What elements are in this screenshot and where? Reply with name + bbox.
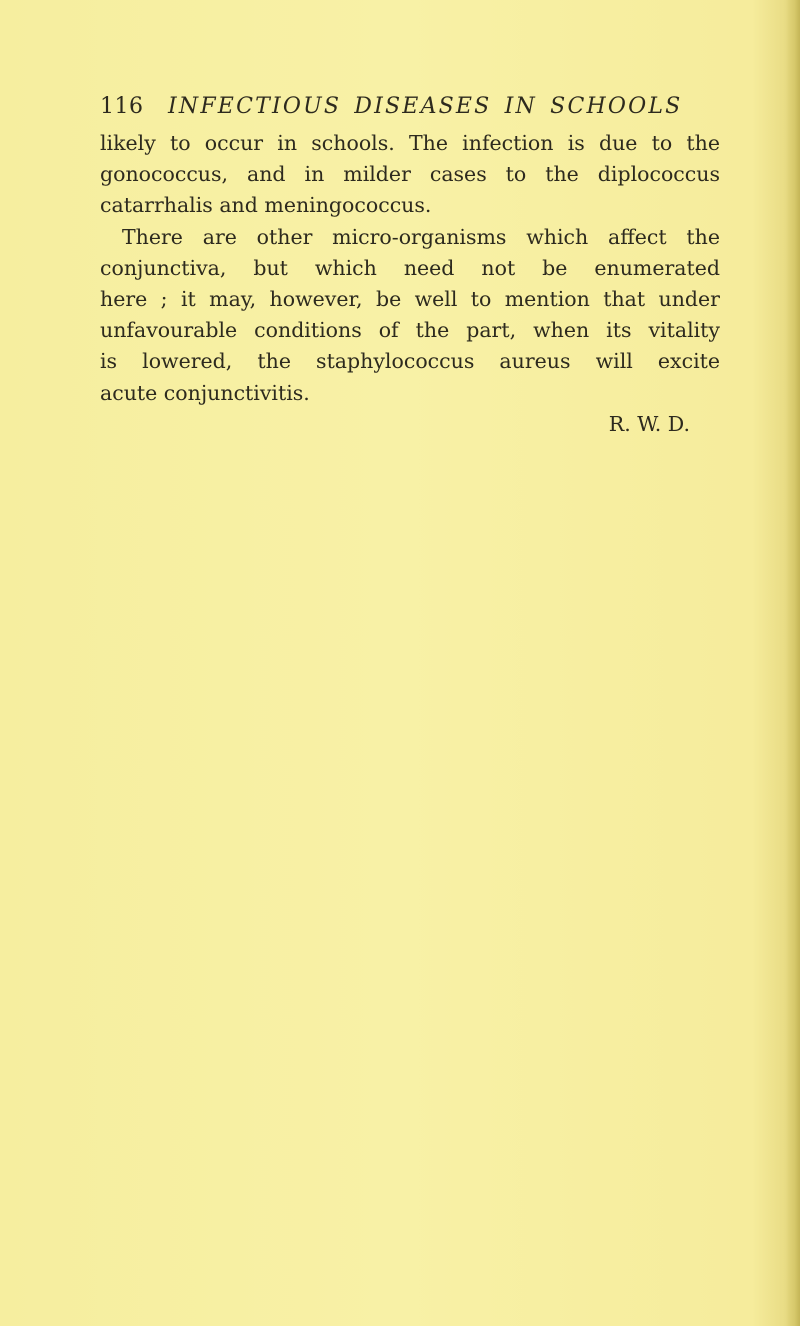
text-line: acute conjunctivitis. bbox=[100, 380, 310, 405]
author-signature: R. W. D. bbox=[608, 411, 690, 436]
page-number: 116 bbox=[100, 94, 144, 119]
text-line: There are other micro-organisms which affect the bbox=[122, 224, 720, 249]
page-edge-shadow bbox=[786, 0, 800, 1326]
paragraph-1 bbox=[100, 128, 720, 222]
text-line: unfavourable conditions of the part, when its vitality bbox=[100, 318, 720, 343]
text-line: gonococcus, and in milder cases to the diplococcus bbox=[100, 162, 720, 187]
text-line: here ; it may, however, be well to mention that under bbox=[100, 286, 720, 311]
running-head-title: INFECTIOUS DISEASES IN SCHOOLS bbox=[168, 94, 683, 119]
text-line: likely to occur in schools. The infection is due to the bbox=[100, 131, 720, 155]
paragraph-2 bbox=[100, 222, 720, 409]
text-line: conjunctiva, but which need not be enumerated bbox=[100, 255, 720, 280]
text-line: catarrhalis and meningococcus. bbox=[100, 193, 432, 218]
text-line: is lowered, the staphylococcus aureus will excite bbox=[100, 349, 720, 374]
body-text bbox=[100, 128, 720, 440]
running-head bbox=[100, 90, 720, 124]
